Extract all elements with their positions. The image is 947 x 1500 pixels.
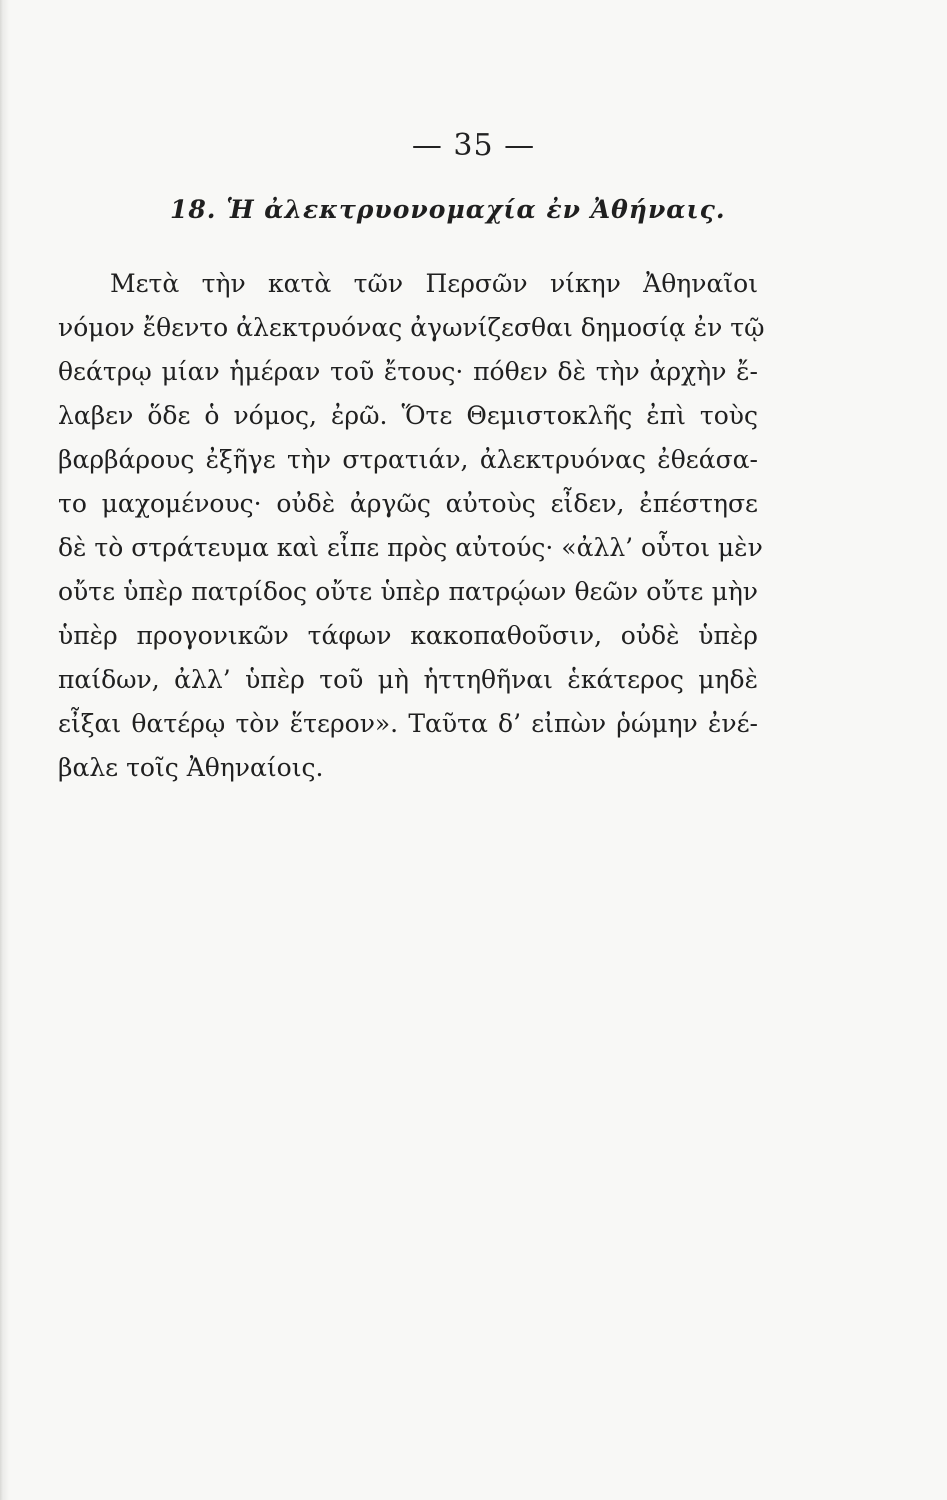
text-line: παίδων, ἀλλ’ ὑπὲρ τοῦ μὴ ἡττηθῆναι ἑκάτερος μηδὲ <box>58 665 758 694</box>
text-line: εἶξαι θατέρῳ τὸν ἕτερον». Ταῦτα δ’ εἰπὼν ῥώμην ἐνέ- <box>58 709 758 738</box>
section-heading: 18. Ἡ ἀλεκτρυονομαχία ἐν Ἀθήναις. <box>170 195 726 224</box>
text-line: οὔτε ὑπὲρ πατρίδος οὔτε ὑπὲρ πατρῴων θεῶν οὔτε μὴν <box>58 577 758 606</box>
page-number: — 35 — <box>411 128 536 163</box>
text-line: Μετὰ τὴν κατὰ τῶν Περσῶν νίκην Ἀθηναῖοι <box>110 269 758 298</box>
text-line: θεάτρῳ μίαν ἡμέραν τοῦ ἔτους· πόθεν δὲ τὴν ἀρχὴν ἔ- <box>58 357 758 386</box>
text-line: ὑπὲρ προγονικῶν τάφων κακοπαθοῦσιν, οὐδὲ ὑπὲρ <box>58 621 758 650</box>
text-line: βαλε τοῖς Ἀθηναίοις. <box>58 753 324 782</box>
text-line: δὲ τὸ στράτευμα καὶ εἶπε πρὸς αὐτούς· «ἀλλ’ οὗτοι μὲν <box>58 533 763 562</box>
body-paragraph <box>58 262 765 790</box>
text-line: βαρβάρους ἐξῆγε τὴν στρατιάν, ἀλεκτρυόνας ἐθεάσα- <box>58 445 758 474</box>
text-line: το μαχομένους· οὐδὲ ἀργῶς αὐτοὺς εἶδεν, ἐπέστησε <box>58 489 758 518</box>
page-binding-edge <box>0 0 10 1500</box>
text-line: νόμον ἔθεντο ἀλεκτρυόνας ἀγωνίζεσθαι δημοσίᾳ ἐν τῷ <box>58 313 765 342</box>
text-line: λαβεν ὅδε ὁ νόμος, ἐρῶ. Ὅτε Θεμιστοκλῆς ἐπὶ τοὺς <box>58 401 758 430</box>
